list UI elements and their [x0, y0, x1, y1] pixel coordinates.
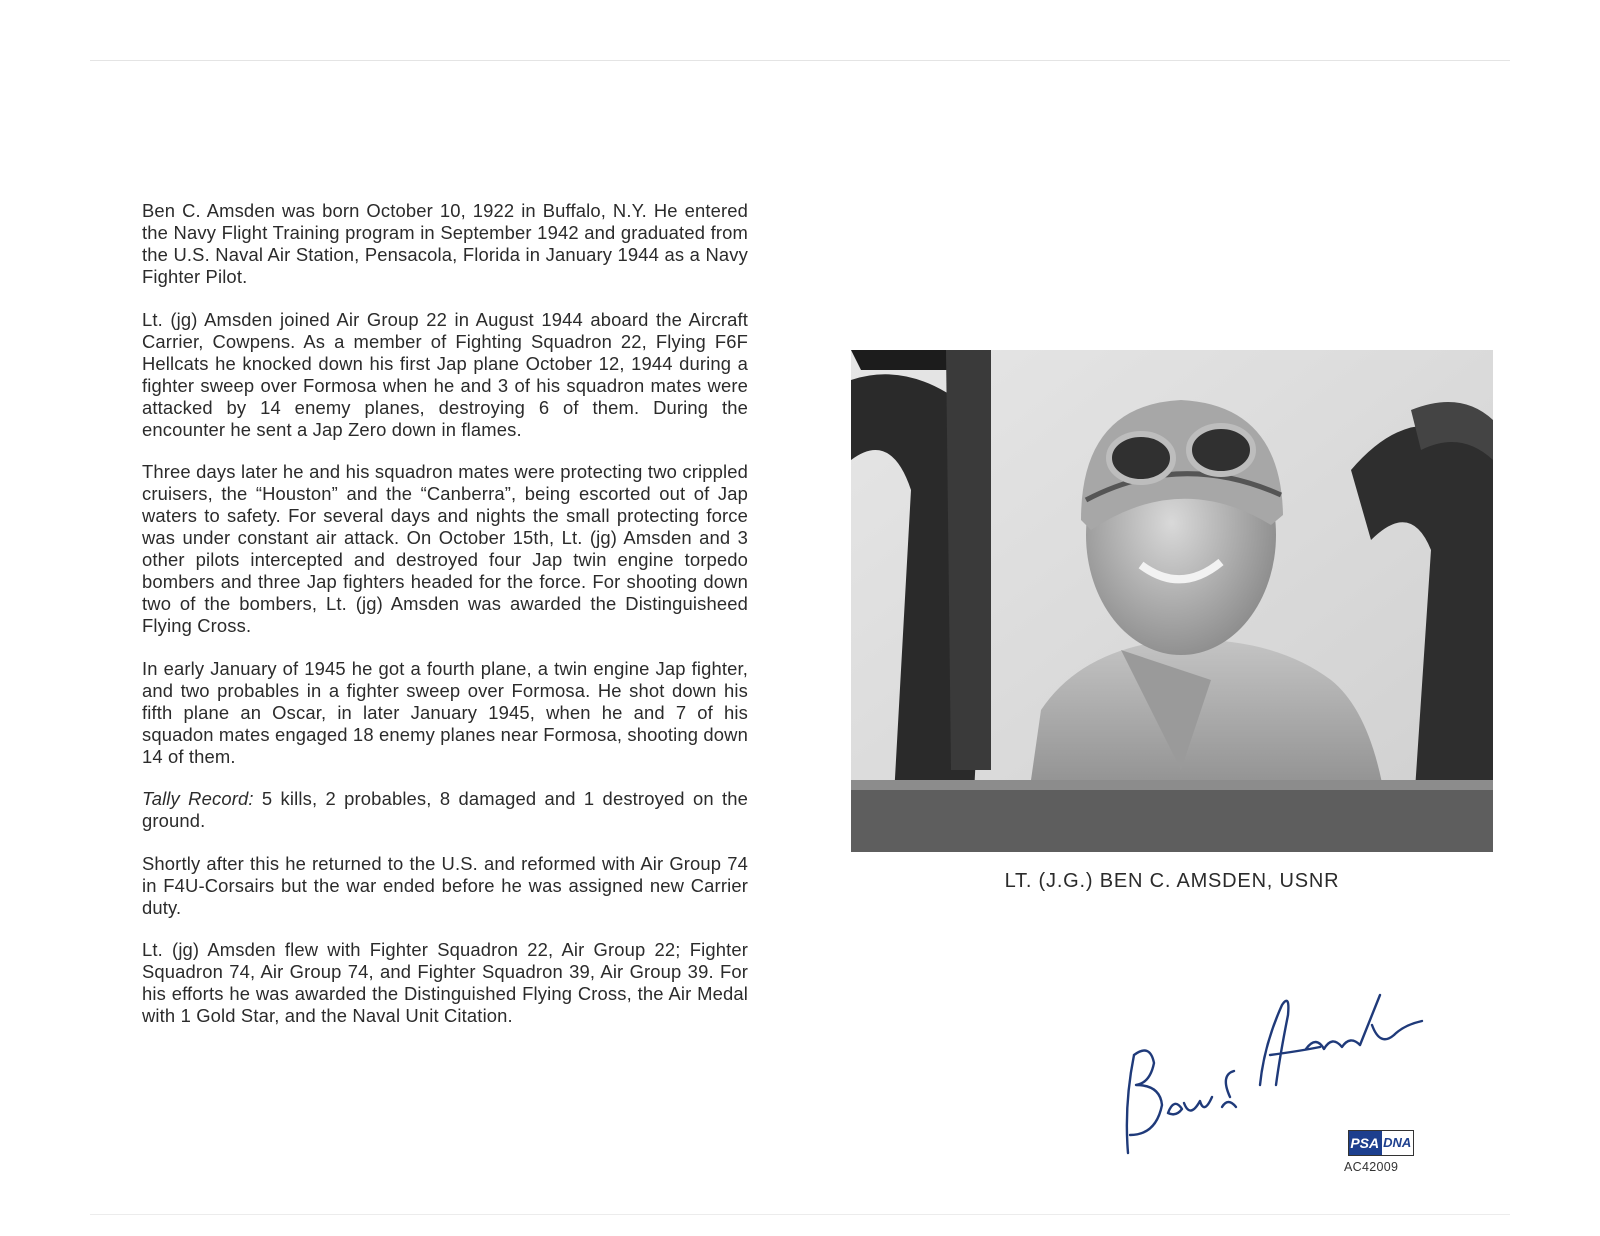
- authentication-code: AC42009: [1344, 1160, 1399, 1174]
- bio-paragraph-return: Shortly after this he returned to the U.S. and reformed with Air Group 74 in F4U-Corsairs but the war ended before he was assigned new Carrier duty.: [142, 852, 748, 918]
- photo-caption: LT. (J.G.) BEN C. AMSDEN, USNR: [1004, 870, 1340, 892]
- pilot-photo-illustration: [851, 350, 1493, 852]
- dna-logo-text: DNA: [1381, 1131, 1414, 1155]
- psa-dna-logo: [1348, 1130, 1414, 1156]
- tally-text: 5 kills, 2 probables, 8 damaged and 1 destroyed on the ground.: [142, 788, 749, 831]
- psa-logo-text: PSA: [1349, 1131, 1381, 1155]
- bio-paragraph-cruisers: Three days later he and his squadron mates were protecting two crippled cruisers, the “Houston” and the “Canberra”, being escorted out of Jap waters to safety. For several days and nights the small protecting force was under constant air attack. On October 15th, Lt. (jg) Amsden and 3 other pilots intercepted and destroyed four Jap twin engine torpedo bombers and three Jap fighters headed for the force. For shooting down two of the bombers, Lt. (jg) Amsden was awarded the Distinguisheed Flying Cross.: [142, 461, 748, 636]
- bio-paragraph-january-1945: In early January of 1945 he got a fourth plane, a twin engine Jap fighter, and two probables in a fighter sweep over Formosa. He shot down his fifth plane an Oscar, in later January 1945, when he and 7 of his squadon mates engaged 18 enemy planes near Formosa, shooting down 14 of them.: [142, 657, 748, 767]
- biography-text: [142, 200, 748, 1048]
- bio-paragraph-air-group-22: Lt. (jg) Amsden joined Air Group 22 in August 1944 aboard the Aircraft Carrier, Cowpens. As a member of Fighting Squadron 22, Flying F6F Hellcats he knocked down his first Jap plane October 12, 1944 during a fighter sweep over Formosa when he and 3 of his squadron mates were attacked by 14 enemy planes, destroying 6 of them. During the encounter he sent a Jap Zero down in flames.: [142, 308, 748, 440]
- bottom-divider: [90, 1214, 1510, 1215]
- bio-paragraph-squadrons: Lt. (jg) Amsden flew with Fighter Squadron 22, Air Group 22; Fighter Squadron 74, Air Group 74, and Fighter Squadron 39, Air Group 39. For his efforts he was awarded the Distinguished Flying Cross, the Air Medal with 1 Gold Star, and the Naval Unit Citation.: [142, 939, 748, 1026]
- top-divider: [90, 60, 1510, 61]
- bio-paragraph-tally: [142, 788, 748, 832]
- pilot-portrait-photo: [851, 350, 1493, 852]
- bio-paragraph-birth: Ben C. Amsden was born October 10, 1922 in Buffalo, N.Y. He entered the Navy Flight Training program in September 1942 and graduated from the U.S. Naval Air Station, Pensacola, Florida in January 1944 as a Navy Fighter Pilot.: [142, 200, 748, 287]
- tally-label: Tally Record:: [142, 788, 254, 809]
